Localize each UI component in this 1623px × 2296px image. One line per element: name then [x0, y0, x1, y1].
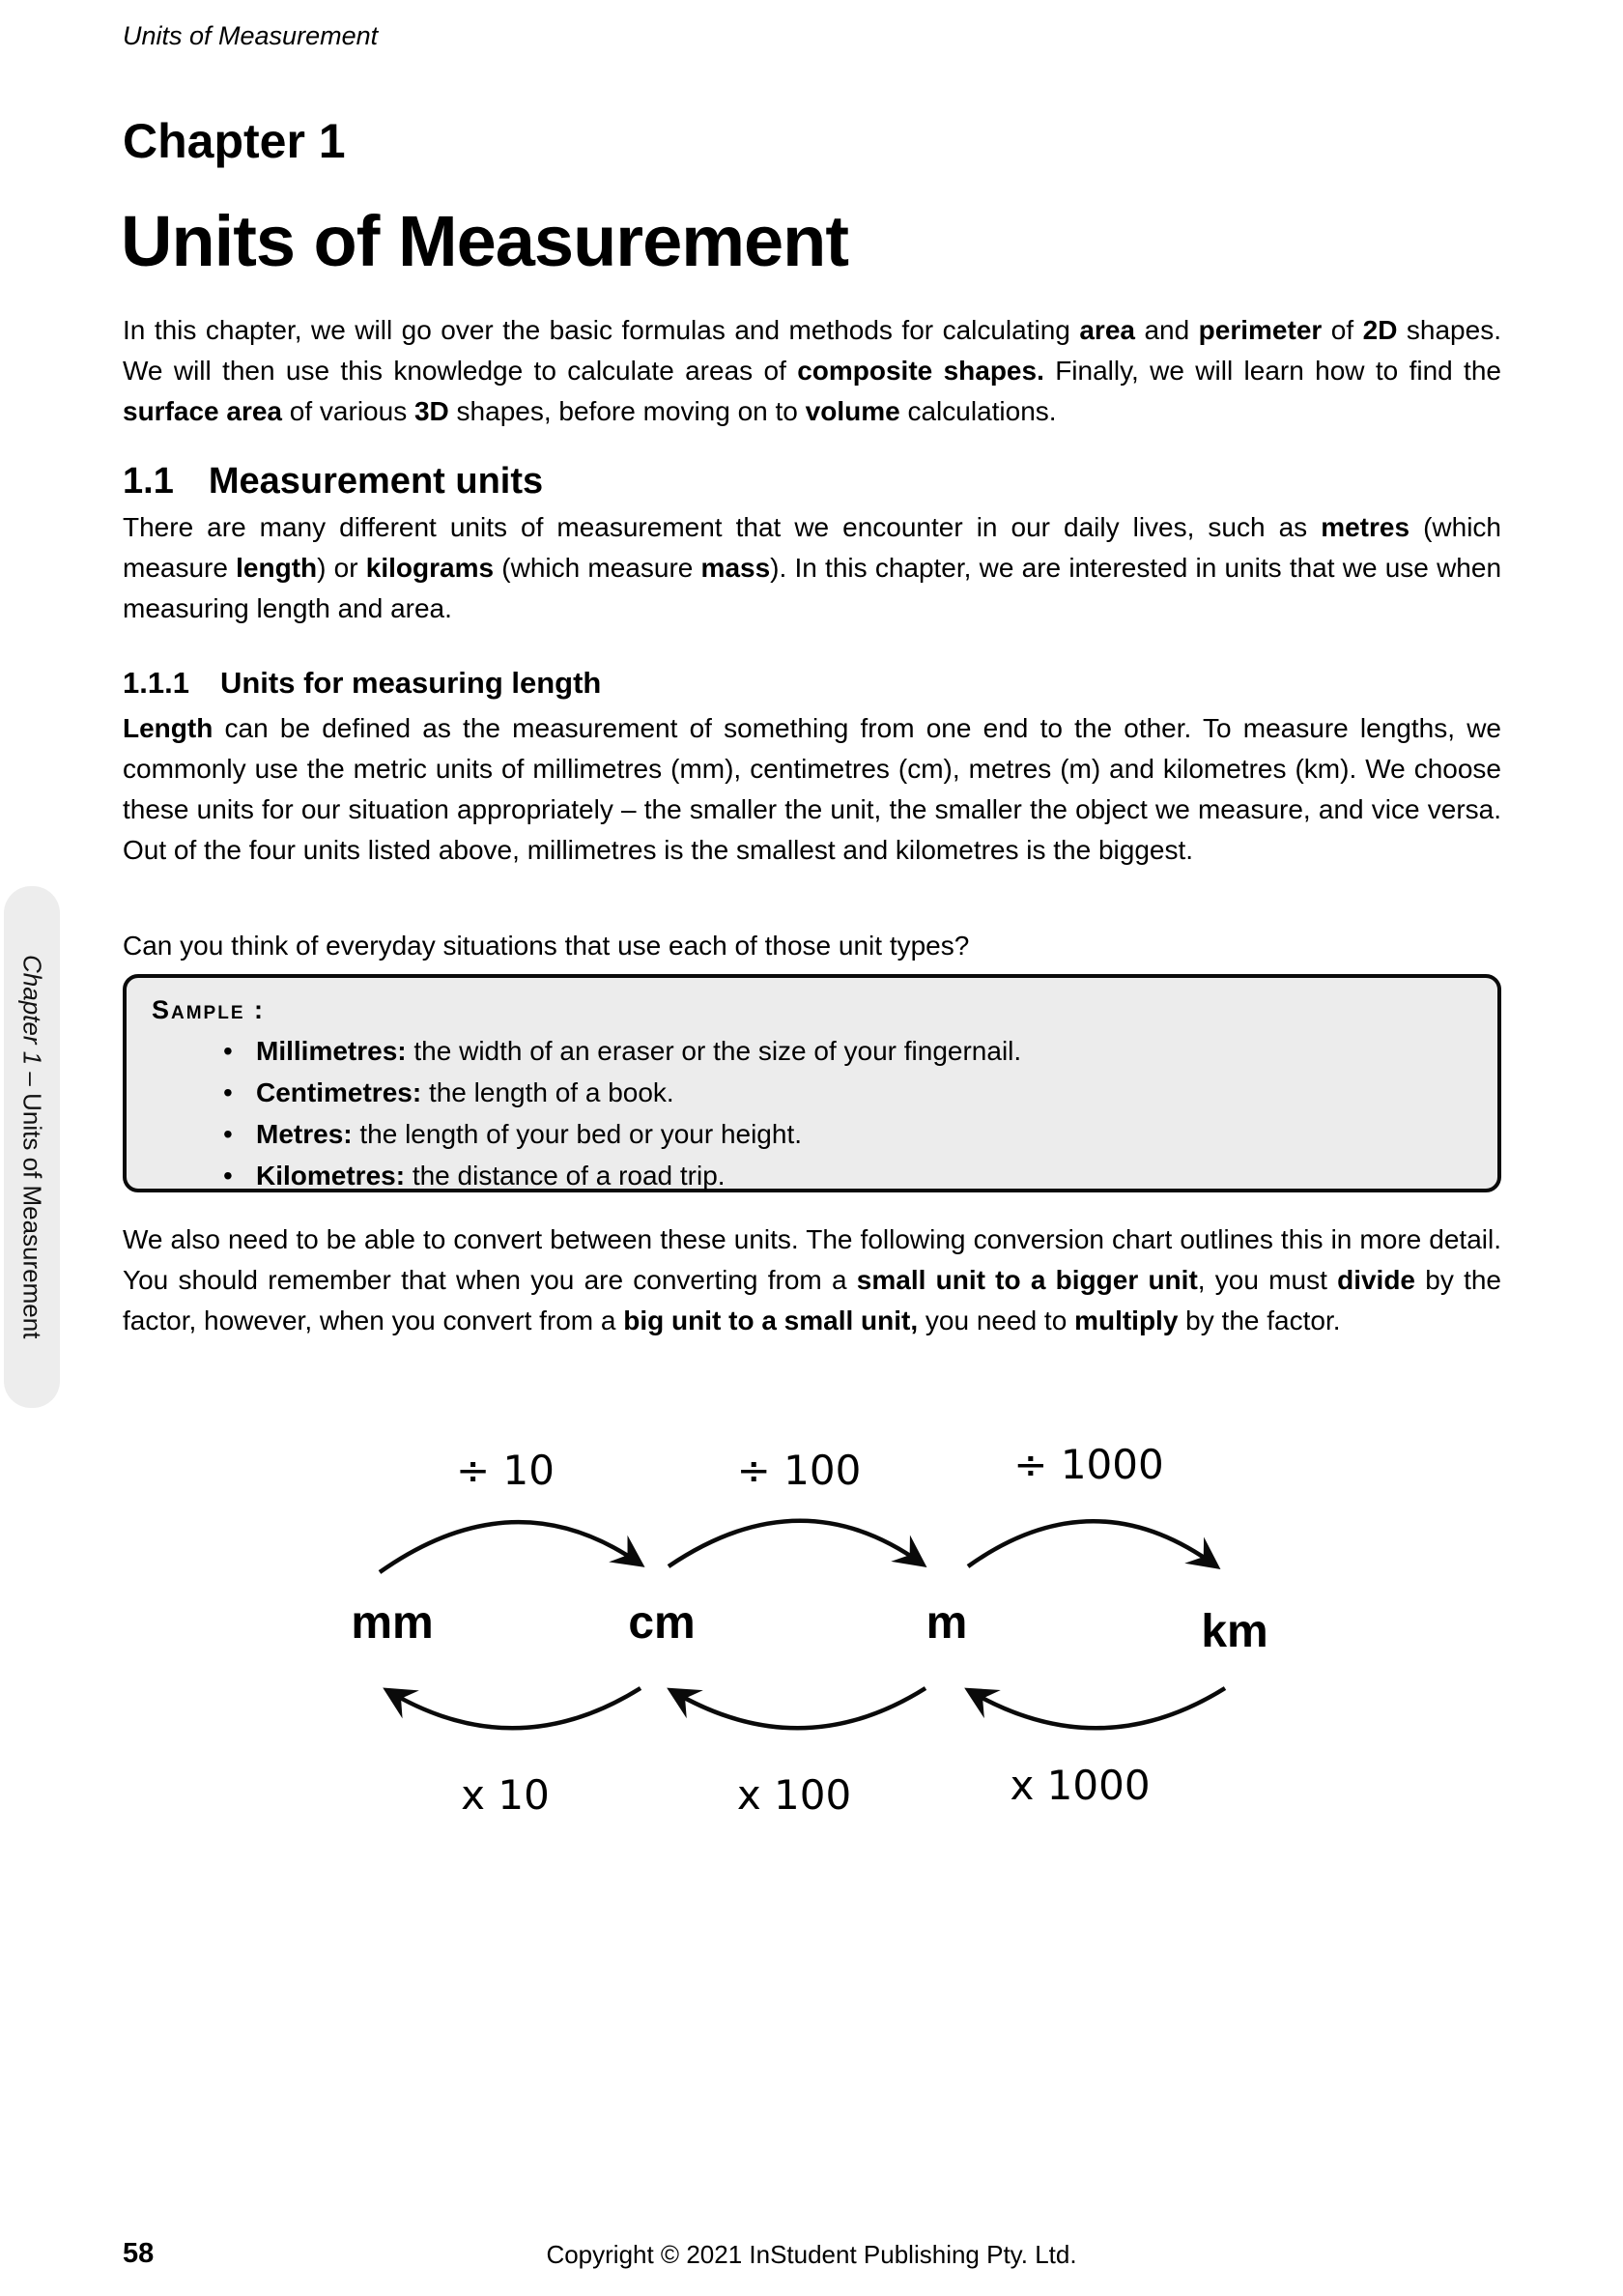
divide-label-100: ÷ 100 — [736, 1447, 862, 1494]
bullet-term: Kilometres: — [256, 1161, 406, 1191]
conversion-paragraph: We also need to be able to convert between these units. The following conversion chart outlines this in more detail. You should remember that when you are converting from a small unit to a bigger unit, you must divide by the factor, however, when you convert from a big unit to a small unit, you need to multiply by the factor. — [123, 1224, 1501, 1335]
divide-arc-mm-cm — [380, 1522, 640, 1572]
intro-paragraph: In this chapter, we will go over the basic formulas and methods for calculating area and perimeter of 2D shapes. We will then use this knowledge to calculate areas of composite shapes. Finally, we will learn how to find the surface area of various 3D shapes, before moving on to volume calculations. — [123, 315, 1501, 426]
subsection-heading-1-1-1 — [123, 668, 601, 698]
section-number: 1.1 — [123, 461, 174, 502]
bullet-icon: • — [223, 1119, 233, 1149]
subsection-number: 1.1.1 — [123, 666, 189, 700]
bullet-icon: • — [223, 1161, 233, 1191]
unit-label-km: km — [1201, 1606, 1268, 1657]
bullet-term: Centimetres: — [256, 1077, 422, 1107]
bullet-desc: the width of an eraser or the size of your fingernail. — [406, 1036, 1022, 1066]
side-tab-title: Units of Measurement — [17, 1093, 47, 1339]
section-title: Measurement units — [208, 461, 544, 502]
multiply-label-10: x 10 — [461, 1771, 550, 1819]
bullet-desc: the length of a book. — [421, 1077, 674, 1107]
bullet-icon: • — [223, 1036, 233, 1066]
list-item — [152, 1113, 1472, 1155]
list-item — [152, 1030, 1472, 1072]
running-header: Units of Measurement — [123, 21, 379, 50]
multiply-arc-m-cm — [672, 1688, 925, 1728]
conversion-chart-svg — [270, 1430, 1352, 1846]
divide-arc-cm-m — [669, 1521, 922, 1566]
divide-label-10: ÷ 10 — [456, 1447, 555, 1494]
copyright-notice: Copyright © 2021 InStudent Publishing Pty. Ltd. — [546, 2240, 1077, 2269]
unit-label-cm: cm — [628, 1597, 696, 1649]
section-heading-1-1 — [123, 463, 543, 500]
bullet-term: Metres: — [256, 1119, 353, 1149]
chapter-title: Units of Measurement — [121, 201, 849, 281]
side-tab-chapter: Chapter 1 — [17, 955, 47, 1066]
list-item — [152, 1072, 1472, 1113]
unit-label-mm: mm — [351, 1597, 434, 1649]
bullet-desc: the length of your bed or your height. — [352, 1119, 803, 1149]
chapter-side-tab — [4, 886, 60, 1408]
page-number: 58 — [123, 2238, 155, 2269]
sample-box-label: Sample : — [152, 995, 266, 1024]
unit-label-m: m — [925, 1597, 968, 1649]
section-1-1-paragraph: There are many different units of measurement that we encounter in our daily lives, such as metres (which measure length) or kilograms (which measure mass). In this chapter, we are interested in units that we use when measuring length and area. — [123, 512, 1502, 623]
divide-arc-m-km — [968, 1521, 1215, 1566]
chapter-number-heading: Chapter 1 — [123, 114, 346, 168]
bullet-term: Millimetres: — [256, 1036, 407, 1066]
multiply-label-1000: x 1000 — [1010, 1762, 1151, 1809]
side-tab-text — [17, 955, 47, 1338]
list-item — [152, 1155, 1472, 1196]
sample-callout-box — [123, 974, 1501, 1192]
bullet-icon: • — [223, 1077, 233, 1107]
multiply-arc-cm-mm — [388, 1688, 641, 1728]
divide-label-1000: ÷ 1000 — [1013, 1441, 1164, 1488]
sample-bullet-list — [152, 1030, 1472, 1196]
side-tab-separator: – — [17, 1065, 47, 1094]
multiply-arc-km-m — [970, 1688, 1225, 1728]
question-line: Can you think of everyday situations that use each of those unit types? — [123, 931, 970, 961]
bullet-desc: the distance of a road trip. — [405, 1161, 726, 1191]
unit-conversion-diagram — [270, 1430, 1352, 1846]
subsection-paragraph: Length can be defined as the measurement of something from one end to the other. To measure lengths, we commonly use the metric units of millimetres (mm), centimetres (cm), metres (m) and kilometres (km). We choose these units for our situation appropriately – the smaller the unit, the smaller the object we measure, and vice versa. Out of the four units listed above, millimetres is the smallest and kilometres is the biggest. — [123, 713, 1501, 865]
multiply-label-100: x 100 — [736, 1771, 852, 1819]
subsection-title: Units for measuring length — [219, 666, 602, 700]
